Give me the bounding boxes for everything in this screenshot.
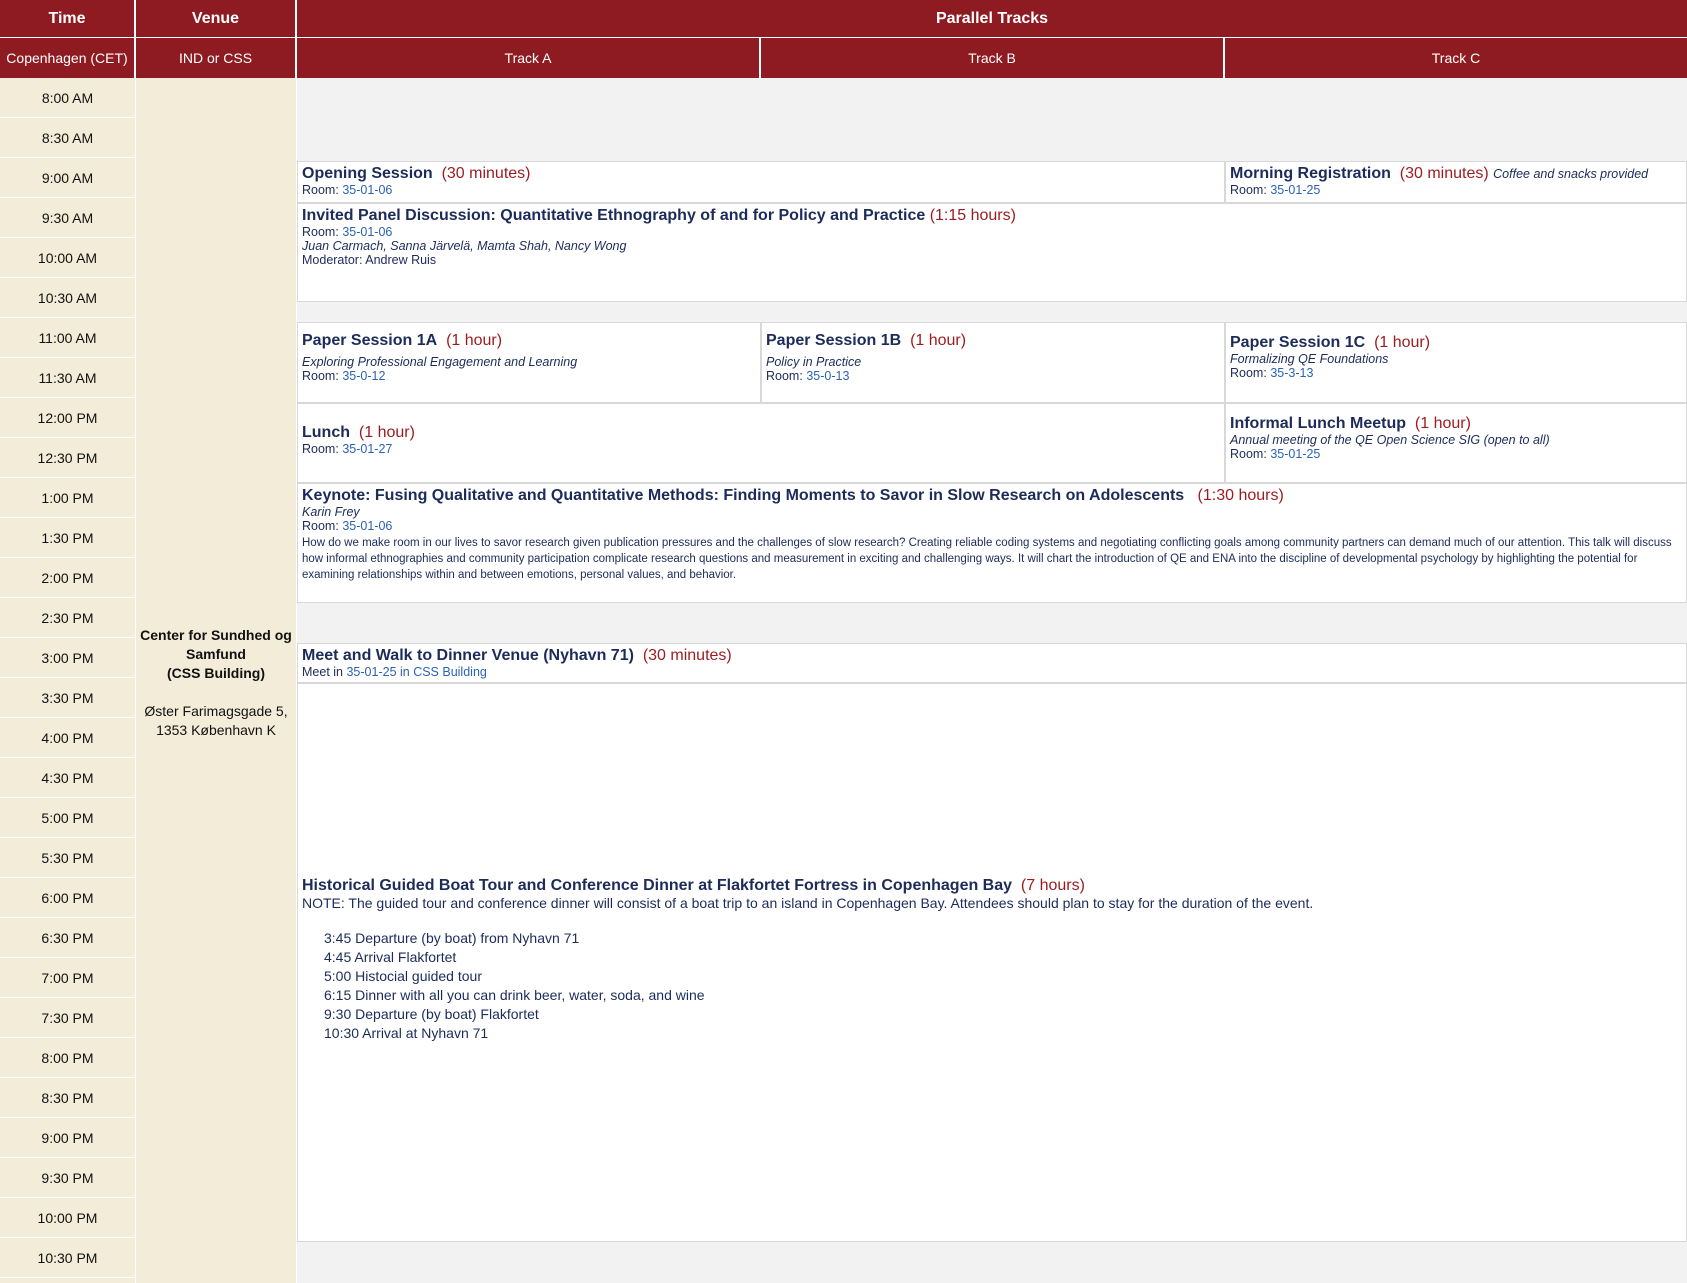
session-title: Meet and Walk to Dinner Venue (Nyhavn 71) <box>302 647 634 664</box>
session-moderator: Moderator: Andrew Ruis <box>302 253 437 267</box>
header-track-a: Track A <box>297 38 760 78</box>
session-subtitle: Annual meeting of the QE Open Science SIG (open to all) <box>1230 433 1550 447</box>
time-slot: 8:00 AM <box>0 78 135 118</box>
venue-name-line1: Center for Sundhed og <box>140 627 292 643</box>
room-label: Room: <box>1230 447 1267 461</box>
session-dinner[interactable] <box>297 683 1687 1242</box>
time-slot: 10:00 AM <box>0 238 135 278</box>
itinerary-item: 4:45 Arrival Flakfortet <box>324 949 457 965</box>
session-duration: (1:15 hours) <box>929 207 1016 224</box>
session-subtitle: Formalizing QE Foundations <box>1230 352 1389 366</box>
session-opening[interactable] <box>297 161 1225 203</box>
time-slot: 6:30 PM <box>0 918 135 958</box>
room-label: Room: <box>302 183 339 197</box>
time-slot: 4:00 PM <box>0 718 135 758</box>
session-description: How do we make room in our lives to savor research given publication pressures and the challenges of slow research? Creating reliable coding systems and negotiating conflicting goals among community partners can demand much of our attention. This talk will discuss how informal ethnographies and community participation complicate research questions and measurement in exciting and challenging ways. It will chart the introduction of QE and ENA into the discipline of developmental psychology by highlighting the potential for examining relationships within and between emotions, personal values, and behavior. <box>302 537 1672 581</box>
session-registration[interactable] <box>1225 161 1687 203</box>
session-title: Historical Guided Boat Tour and Conference Dinner at Flakfortet Fortress in Copenhagen Bay <box>302 877 1013 894</box>
room-link[interactable]: 35-01-06 <box>342 519 393 533</box>
room-label: Room: <box>1230 183 1267 197</box>
session-paper-1b[interactable] <box>761 322 1225 403</box>
room-link[interactable]: 35-01-27 <box>342 442 393 456</box>
time-slot: 6:00 PM <box>0 878 135 918</box>
time-slot: 10:30 PM <box>0 1238 135 1278</box>
venue-address-line2: 1353 København K <box>156 722 276 738</box>
session-title: Paper Session 1B <box>766 332 902 349</box>
room-label: Room: <box>1230 366 1267 380</box>
itinerary-item: 9:30 Departure (by boat) Flakfortet <box>324 1006 539 1022</box>
session-speaker: Karin Frey <box>302 505 360 519</box>
venue-column <box>136 78 296 1283</box>
room-label: Room: <box>302 225 339 239</box>
time-slot: 12:30 PM <box>0 438 135 478</box>
time-slot: 1:30 PM <box>0 518 135 558</box>
header-timezone: Copenhagen (CET) <box>0 38 135 78</box>
session-duration: (30 minutes) <box>441 165 531 182</box>
header-venue-sub: IND or CSS <box>136 38 296 78</box>
session-note: NOTE: The guided tour and conference dinner will consist of a boat trip to an island in Copenhagen Bay. Attendees should plan to stay for the duration of the event. <box>302 895 1314 911</box>
venue-name-line3: (CSS Building) <box>167 665 265 681</box>
room-label: Room: <box>766 369 803 383</box>
room-label: Room: <box>302 519 339 533</box>
itinerary-item: 10:30 Arrival at Nyhavn 71 <box>324 1025 489 1041</box>
room-link[interactable]: 35-01-06 <box>342 225 393 239</box>
session-speakers: Juan Carmach, Sanna Järvelä, Mamta Shah, Nancy Wong <box>302 239 627 253</box>
room-link[interactable]: 35-3-13 <box>1270 366 1314 380</box>
session-panel[interactable] <box>297 203 1687 302</box>
room-link[interactable]: 35-01-25 in CSS Building <box>346 665 487 679</box>
venue-address-line1: Øster Farimagsgade 5, <box>144 703 288 719</box>
time-slot: 11:00 AM <box>0 318 135 358</box>
time-slot: 7:30 PM <box>0 998 135 1038</box>
session-title: Informal Lunch Meetup <box>1230 415 1406 432</box>
time-slot: 5:30 PM <box>0 838 135 878</box>
time-column <box>0 78 136 1283</box>
time-slot: 10:30 AM <box>0 278 135 318</box>
room-link[interactable]: 35-0-12 <box>342 369 386 383</box>
time-slot: 10:00 PM <box>0 1198 135 1238</box>
session-duration: (1 hour) <box>1374 334 1431 351</box>
time-slot: 3:00 PM <box>0 638 135 678</box>
venue-name-line2: Samfund <box>186 646 246 662</box>
session-note: Coffee and snacks provided <box>1493 167 1649 181</box>
session-subtitle: Exploring Professional Engagement and Learning <box>302 355 578 369</box>
session-subtitle: Policy in Practice <box>766 355 862 369</box>
session-title: Opening Session <box>302 165 433 182</box>
session-duration: (1 hour) <box>1414 415 1471 432</box>
session-title: Keynote: Fusing Qualitative and Quantitative Methods: Finding Moments to Savor in Slow Research on Adolescents <box>302 487 1185 504</box>
header-venue: Venue <box>136 0 296 37</box>
room-link[interactable]: 35-0-13 <box>806 369 850 383</box>
time-slot: 8:30 AM <box>0 118 135 158</box>
itinerary-item: 5:00 Histocial guided tour <box>324 968 482 984</box>
time-slot: 4:30 PM <box>0 758 135 798</box>
header-time: Time <box>0 0 135 37</box>
session-duration: (1 hour) <box>446 332 503 349</box>
room-link[interactable]: 35-01-25 <box>1270 447 1321 461</box>
empty-slot <box>297 603 1687 643</box>
header-parallel-tracks: Parallel Tracks <box>297 0 1687 37</box>
time-slot: 2:00 PM <box>0 558 135 598</box>
itinerary <box>324 929 1682 1043</box>
session-keynote[interactable] <box>297 483 1687 603</box>
session-duration: (1 hour) <box>358 424 415 441</box>
session-duration: (1:30 hours) <box>1197 487 1284 504</box>
session-duration: (30 minutes) <box>1399 165 1489 182</box>
session-walk[interactable] <box>297 643 1687 683</box>
session-title: Invited Panel Discussion: Quantitative Ethnography of and for Policy and Practice <box>302 207 926 224</box>
room-label: Room: <box>302 442 339 456</box>
time-slot: 8:00 PM <box>0 1038 135 1078</box>
empty-slot <box>297 1242 1687 1283</box>
time-slot: 2:30 PM <box>0 598 135 638</box>
room-link[interactable]: 35-01-06 <box>342 183 393 197</box>
venue-info <box>136 626 296 740</box>
itinerary-item: 6:15 Dinner with all you can drink beer, water, soda, and wine <box>324 987 705 1003</box>
session-duration: (7 hours) <box>1020 877 1085 894</box>
empty-slot <box>297 302 1687 322</box>
empty-slot <box>297 78 1687 161</box>
time-slot: 8:30 PM <box>0 1078 135 1118</box>
session-title: Lunch <box>302 424 350 441</box>
session-duration: (30 minutes) <box>642 647 732 664</box>
itinerary-item: 3:45 Departure (by boat) from Nyhavn 71 <box>324 930 580 946</box>
session-lunch-meetup[interactable] <box>1225 403 1687 483</box>
time-slot: 11:30 AM <box>0 358 135 398</box>
time-slot: 5:00 PM <box>0 798 135 838</box>
session-title: Paper Session 1C <box>1230 334 1366 351</box>
room-link[interactable]: 35-01-25 <box>1270 183 1321 197</box>
session-paper-1a[interactable] <box>297 322 761 403</box>
session-lunch[interactable] <box>297 403 1225 483</box>
time-slot: 9:30 AM <box>0 198 135 238</box>
time-slot: 3:30 PM <box>0 678 135 718</box>
session-title: Morning Registration <box>1230 165 1391 182</box>
room-label: Room: <box>302 369 339 383</box>
meet-in-label: Meet in <box>302 665 343 679</box>
header-track-c: Track C <box>1225 38 1687 78</box>
time-slot: 9:00 AM <box>0 158 135 198</box>
time-slot: 9:30 PM <box>0 1158 135 1198</box>
session-duration: (1 hour) <box>910 332 967 349</box>
time-slot: 1:00 PM <box>0 478 135 518</box>
session-paper-1c[interactable] <box>1225 322 1687 403</box>
header-track-b: Track B <box>761 38 1224 78</box>
time-slot: 7:00 PM <box>0 958 135 998</box>
time-slot: 12:00 PM <box>0 398 135 438</box>
time-slot: 9:00 PM <box>0 1118 135 1158</box>
session-title: Paper Session 1A <box>302 332 438 349</box>
